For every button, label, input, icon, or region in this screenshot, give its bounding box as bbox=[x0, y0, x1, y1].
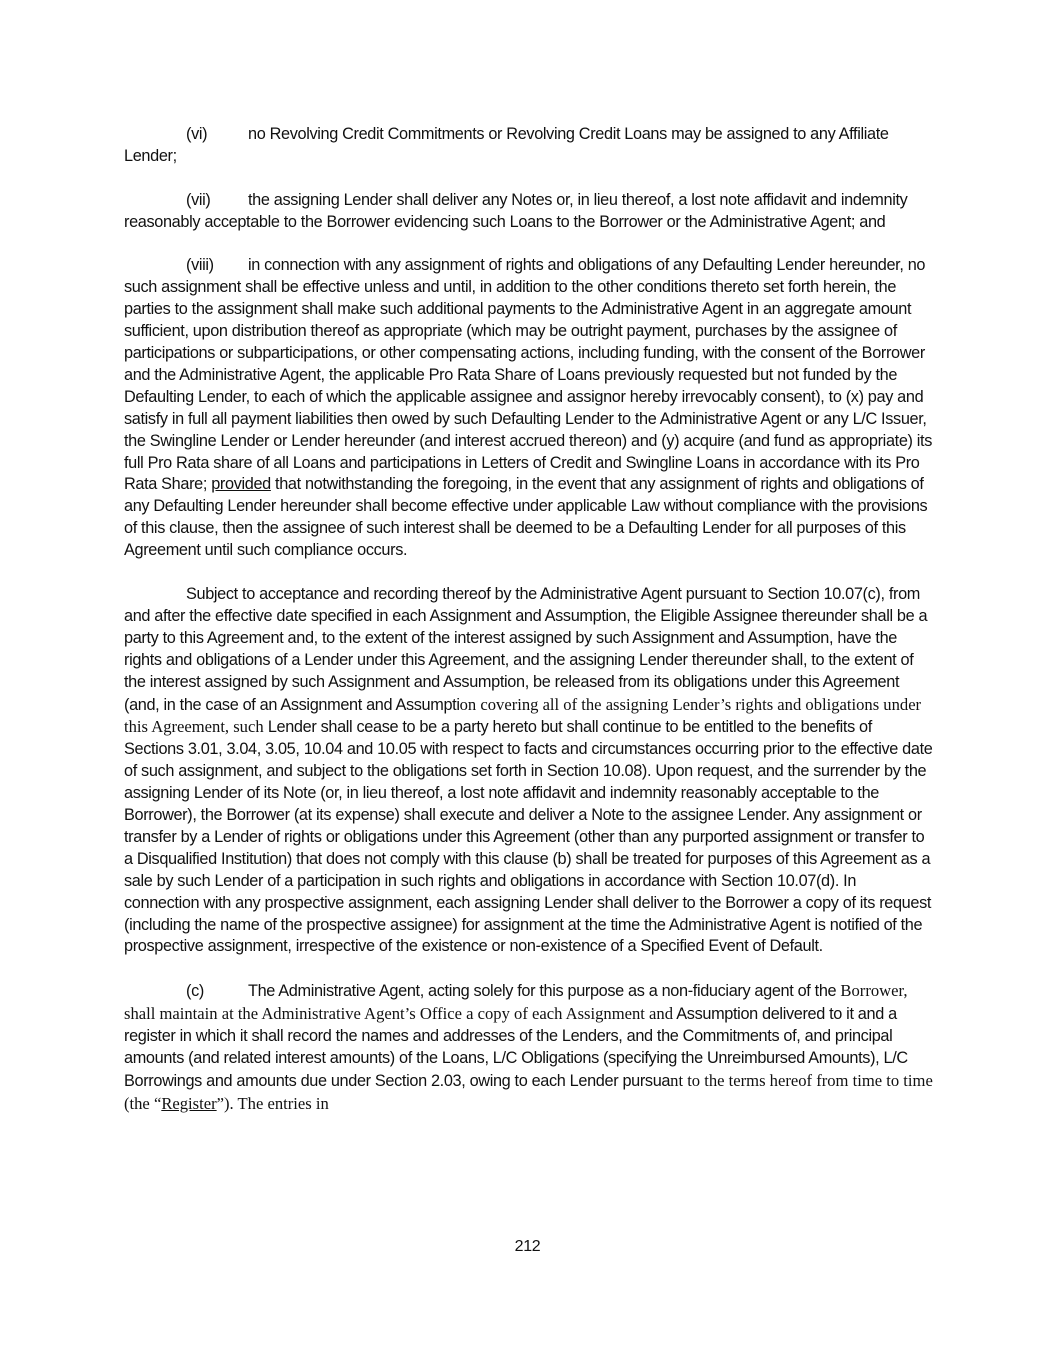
clause-text-serif: Borrower, shall maintain at the Administrative Agent’s Office a copy of each Assignment and bbox=[124, 981, 908, 1024]
clause-text-continued: that notwithstanding the foregoing, in the event that any assignment of rights and obligations of any Defaulting Lender hereunder shall become effective under applicable Law without compliance with the provisions of this clause, then the assignee of such interest shall be deemed to be a Defaulting Lender for all purposes of this Agreement until such compliance occurs. bbox=[124, 475, 928, 560]
clause-text: the assigning Lender shall deliver any Notes or, in lieu thereof, a lost note affidavit and indemnity reasonably acceptable to the Borrower evidencing such Loans to the Borrower or the Administrative Agent; and bbox=[124, 190, 908, 231]
paragraph-text-serif: on covering all of the assigning Lender’s rights and obligations under this Agreement, such bbox=[124, 694, 922, 737]
clause-text-serif-3: ”). The entries in bbox=[216, 1093, 329, 1113]
register-term: Register bbox=[161, 1093, 217, 1113]
clause-text: The Administrative Agent, acting solely for this purpose as a non-fiduciary agent of the bbox=[248, 982, 841, 1001]
clause-text: in connection with any assignment of rights and obligations of any Defaulting Lender hereunder, no such assignment shall be effective unless and until, in addition to the other conditions thereto set forth herein, the parties to the assignment shall make such additional payments to the Administrative Agent in an aggregate amount sufficient, upon distribution thereof as appropriate (which may be outright payment, purchases by the assignee of participations or subparticipations, or other compensating actions, including funding, with the consent of the Borrower and the Administrative Agent, the applicable Pro Rata Share of Loans previously requested but not funded by the Defaulting Lender, to each of which the applicable assignee and assignor hereby irrevocably consent), to (x) pay and satisfy in full all payment liabilities then owed by such Defaulting Lender to the Administrative Agent or any L/C Issuer, the Swingline Lender or Lender hereunder (and interest accrued thereon) and (y) acquire (and fund as appropriate) its full Pro Rata share of all Loans and participations in Letters of Credit and Swingline Loans in accordance with its Pro Rata Share; bbox=[124, 256, 932, 494]
clause-text-continued: Assumption delivered to it and a register in which it shall record the names and addresses of the Lenders, and the Commitments of, and principal amounts (and related interest amounts) of the Loans, L/C Obligations (specifying the Unreimbursed Amounts), L/C Borrowings and amounts due under Section 2.03, owing to each Lender pursua bbox=[124, 1005, 908, 1090]
clause-marker: (vi) bbox=[186, 125, 208, 143]
clause-marker: (c) bbox=[186, 982, 204, 1001]
provided-term: provided bbox=[211, 475, 271, 494]
clause-c bbox=[124, 980, 934, 1115]
clause-viii bbox=[124, 255, 934, 562]
paragraph-text-continued: Lender shall cease to be a party hereto but shall continue to be entitled to the benefits of Sections 3.01, 3.04, 3.05, 10.04 and 10.05 with respect to facts and circumstances occurring prior to the effective date of such assignment, and subject to the obligations set forth in Section 10.08). Upon request, and the surrender by the assigning Lender of its Note (or, in lieu thereof, a lost note affidavit and indemnity reasonably acceptable to the Borrower), the Borrower (at its expense) shall execute and deliver a Note to the assignee Lender. Any assignment or transfer by a Lender of rights or obligations under this Agreement (other than any purported assignment or transfer to a Disqualified Institution) that does not comply with this clause (b) shall be treated for purposes of this Agreement as a sale by such Lender of a participation in such rights and obligations in accordance with Section 10.07(d). In connection with any prospective assignment, each assigning Lender shall deliver to the Borrower a copy of its request (including the name of the prospective assignee) for assignment at the time the Administrative Agent is notified of the prospective assignment, irrespective of the existence or non-existence of a Specified Event of Default. bbox=[124, 718, 933, 956]
paragraph-text: Subject to acceptance and recording thereof by the Administrative Agent pursuant to Section 10.07(c), from and after the effective date specified in each Assignment and Assumption, the Eligible Assignee thereunder shall be a party to this Agreement and, to the extent of the interest assigned by such Assignment and Assumption, have the rights and obligations of a Lender under this Agreement, and the assigning Lender thereunder shall, to the extent of the interest assigned by such Assignment and Assumption, be released from its obligations under this Agreement (and, in the case of an Assignment and Assumpti bbox=[124, 584, 928, 714]
clause-vi bbox=[124, 124, 934, 168]
clause-marker: (viii) bbox=[186, 256, 214, 275]
clause-text-serif-2: nt to the terms hereof from time to time (the “ bbox=[124, 1070, 933, 1113]
clause-text: no Revolving Credit Commitments or Revolving Credit Loans may be assigned to any Affiliate Lender; bbox=[124, 125, 889, 165]
assignment-effect-paragraph bbox=[124, 584, 934, 958]
clause-vii bbox=[124, 190, 934, 234]
clause-marker: (vii) bbox=[186, 190, 211, 209]
document-page bbox=[124, 124, 934, 1138]
page-number: 212 bbox=[514, 1238, 541, 1255]
